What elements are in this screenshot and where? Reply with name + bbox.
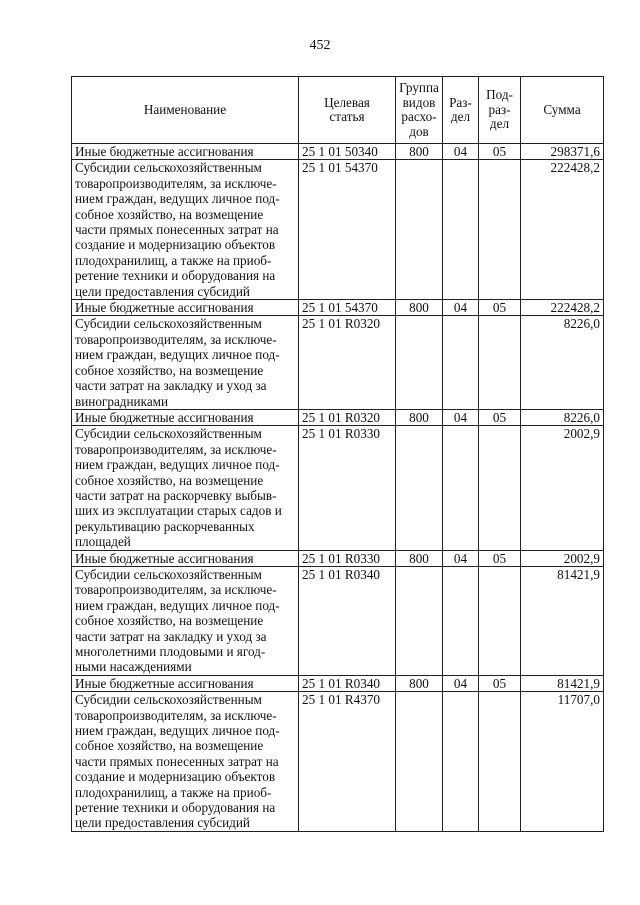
row-name-line: собное хозяйство, на возмещение — [75, 362, 264, 378]
row-target-code: 25 1 01 R0340 — [299, 675, 396, 691]
row-target-code: 25 1 01 R0320 — [299, 409, 396, 425]
row-name — [72, 675, 299, 691]
row-target-code: 25 1 01 R0330 — [299, 426, 396, 550]
header-target: Целевая статья — [299, 77, 396, 144]
row-name-line: собное хозяйство, на возмещение — [75, 472, 264, 488]
row-name-line: Иные бюджетные ассигнования — [75, 144, 254, 159]
row-name-line: нием граждан, ведущих личное под- — [75, 457, 280, 473]
row-name-line: цели предоставления субсидий — [75, 283, 250, 299]
row-sum: 81421,9 — [521, 675, 604, 691]
header-section: Раз- дел — [443, 77, 479, 144]
row-name-line: собное хозяйство, на возмещение — [75, 206, 264, 222]
row-name-line: создание и модернизацию объектов — [75, 237, 276, 253]
row-sum: 2002,9 — [521, 426, 604, 550]
row-name — [72, 409, 299, 425]
row-name-line: Субсидии сельскохозяйственным — [75, 566, 262, 582]
row-subsection: 05 — [479, 550, 521, 566]
row-sum: 11707,0 — [521, 692, 604, 832]
row-target-code: 25 1 01 54370 — [299, 300, 396, 316]
row-name-line: товаропроизводителям, за исключе- — [75, 331, 277, 347]
row-expense-group — [396, 316, 443, 409]
row-name-line: части затрат на закладку и уход за — [75, 378, 267, 394]
row-name — [72, 316, 299, 409]
row-name-line: Иные бюджетные ассигнования — [75, 300, 254, 316]
row-expense-group: 800 — [396, 409, 443, 425]
row-subsection: 05 — [479, 409, 521, 425]
table-row — [72, 675, 604, 691]
row-sum: 298371,6 — [521, 144, 604, 160]
row-name-line: Иные бюджетные ассигнования — [75, 675, 254, 691]
row-sum: 8226,0 — [521, 316, 604, 409]
row-name-line: цели предоставления субсидий — [75, 815, 250, 831]
row-name-line: части прямых понесенных затрат на — [75, 753, 279, 769]
row-target-code: 25 1 01 50340 — [299, 144, 396, 160]
row-section: 04 — [443, 550, 479, 566]
row-target-code: 25 1 01 R0330 — [299, 550, 396, 566]
row-name — [72, 160, 299, 300]
row-sum: 81421,9 — [521, 566, 604, 675]
row-name-line: плодохранилищ, а также на приоб- — [75, 252, 272, 268]
row-target-code: 25 1 01 R4370 — [299, 692, 396, 832]
row-target-code: 25 1 01 R0320 — [299, 316, 396, 409]
row-name-line: многолетними плодовыми и ягод- — [75, 644, 266, 659]
row-expense-group — [396, 426, 443, 550]
row-name-line: площадей — [75, 534, 131, 550]
row-name-line: плодохранилищ, а также на приоб- — [75, 784, 272, 800]
row-name — [72, 692, 299, 832]
row-name-line: Иные бюджетные ассигнования — [75, 409, 254, 425]
row-name-line: ными насаждениями — [75, 659, 192, 675]
row-sum: 8226,0 — [521, 409, 604, 425]
row-section — [443, 160, 479, 300]
row-name-line: части затрат на раскорчевку выбыв- — [75, 487, 277, 503]
row-sum: 2002,9 — [521, 550, 604, 566]
row-expense-group: 800 — [396, 300, 443, 316]
row-name-line: собное хозяйство, на возмещение — [75, 738, 264, 754]
page-number: 452 — [309, 38, 331, 53]
row-section: 04 — [443, 409, 479, 425]
row-expense-group: 800 — [396, 675, 443, 691]
row-name-line: виноградниками — [75, 393, 169, 409]
row-name-line: Иные бюджетные ассигнования — [75, 550, 254, 566]
row-section — [443, 316, 479, 409]
row-name-line: нием граждан, ведущих личное под- — [75, 347, 280, 363]
row-name-line: товаропроизводителям, за исключе- — [75, 441, 277, 457]
row-subsection — [479, 566, 521, 675]
row-name-line: ретение техники и оборудования на — [75, 268, 276, 284]
row-target-code: 25 1 01 54370 — [299, 160, 396, 300]
table-row — [72, 316, 604, 409]
row-section: 04 — [443, 300, 479, 316]
row-name-line: нием граждан, ведущих личное под- — [75, 597, 280, 613]
row-name-line: ретение техники и оборудования на — [75, 800, 276, 816]
header-name: Наименование — [72, 77, 299, 144]
row-subsection: 05 — [479, 144, 521, 160]
row-name-line: создание и модернизацию объектов — [75, 769, 276, 785]
row-name — [72, 144, 299, 160]
row-name-line: товаропроизводителям, за исключе- — [75, 707, 277, 723]
header-sum: Сумма — [521, 77, 604, 144]
row-name-line: Субсидии сельскохозяйственным — [75, 426, 262, 442]
header-subsection: Под- раз- дел — [479, 77, 521, 144]
row-subsection: 05 — [479, 300, 521, 316]
row-expense-group — [396, 160, 443, 300]
table-row — [72, 692, 604, 832]
header-group: Группа видов расхо- дов — [396, 77, 443, 144]
table-row — [72, 300, 604, 316]
row-target-code: 25 1 01 R0340 — [299, 566, 396, 675]
row-sum: 222428,2 — [521, 160, 604, 300]
row-name — [72, 300, 299, 316]
row-name-line: части прямых понесенных затрат на — [75, 222, 279, 238]
row-name — [72, 426, 299, 550]
table-header — [72, 77, 604, 144]
row-section — [443, 426, 479, 550]
row-name-line: товаропроизводителям, за исключе- — [75, 582, 277, 598]
table-row — [72, 144, 604, 160]
row-expense-group: 800 — [396, 144, 443, 160]
table-row — [72, 409, 604, 425]
row-section: 04 — [443, 675, 479, 691]
row-section: 04 — [443, 144, 479, 160]
row-name-line: нием граждан, ведущих личное под- — [75, 191, 280, 207]
row-subsection: 05 — [479, 675, 521, 691]
row-subsection — [479, 316, 521, 409]
row-section — [443, 566, 479, 675]
row-name-line: товаропроизводителям, за исключе- — [75, 175, 277, 191]
row-section — [443, 692, 479, 832]
row-expense-group — [396, 566, 443, 675]
table-row — [72, 426, 604, 550]
row-name-line: ших из эксплуатации старых садов и — [75, 503, 282, 519]
budget-table — [71, 76, 604, 832]
row-name — [72, 550, 299, 566]
row-subsection — [479, 692, 521, 832]
table-row — [72, 566, 604, 675]
table-row — [72, 160, 604, 300]
row-expense-group — [396, 692, 443, 832]
row-name-line: рекультивацию раскорчеванных — [75, 518, 255, 534]
header-row — [72, 77, 604, 144]
row-sum: 222428,2 — [521, 300, 604, 316]
row-name-line: Субсидии сельскохозяйственным — [75, 160, 262, 176]
row-name-line: Субсидии сельскохозяйственным — [75, 316, 262, 332]
row-subsection — [479, 160, 521, 300]
table-row — [72, 550, 604, 566]
table-body — [72, 144, 604, 832]
row-name-line: нием граждан, ведущих личное под- — [75, 723, 280, 739]
row-name-line: Субсидии сельскохозяйственным — [75, 692, 262, 708]
row-name — [72, 566, 299, 675]
row-subsection — [479, 426, 521, 550]
row-name-line: части затрат на закладку и уход за — [75, 628, 267, 644]
row-name-line: собное хозяйство, на возмещение — [75, 613, 264, 629]
row-expense-group: 800 — [396, 550, 443, 566]
